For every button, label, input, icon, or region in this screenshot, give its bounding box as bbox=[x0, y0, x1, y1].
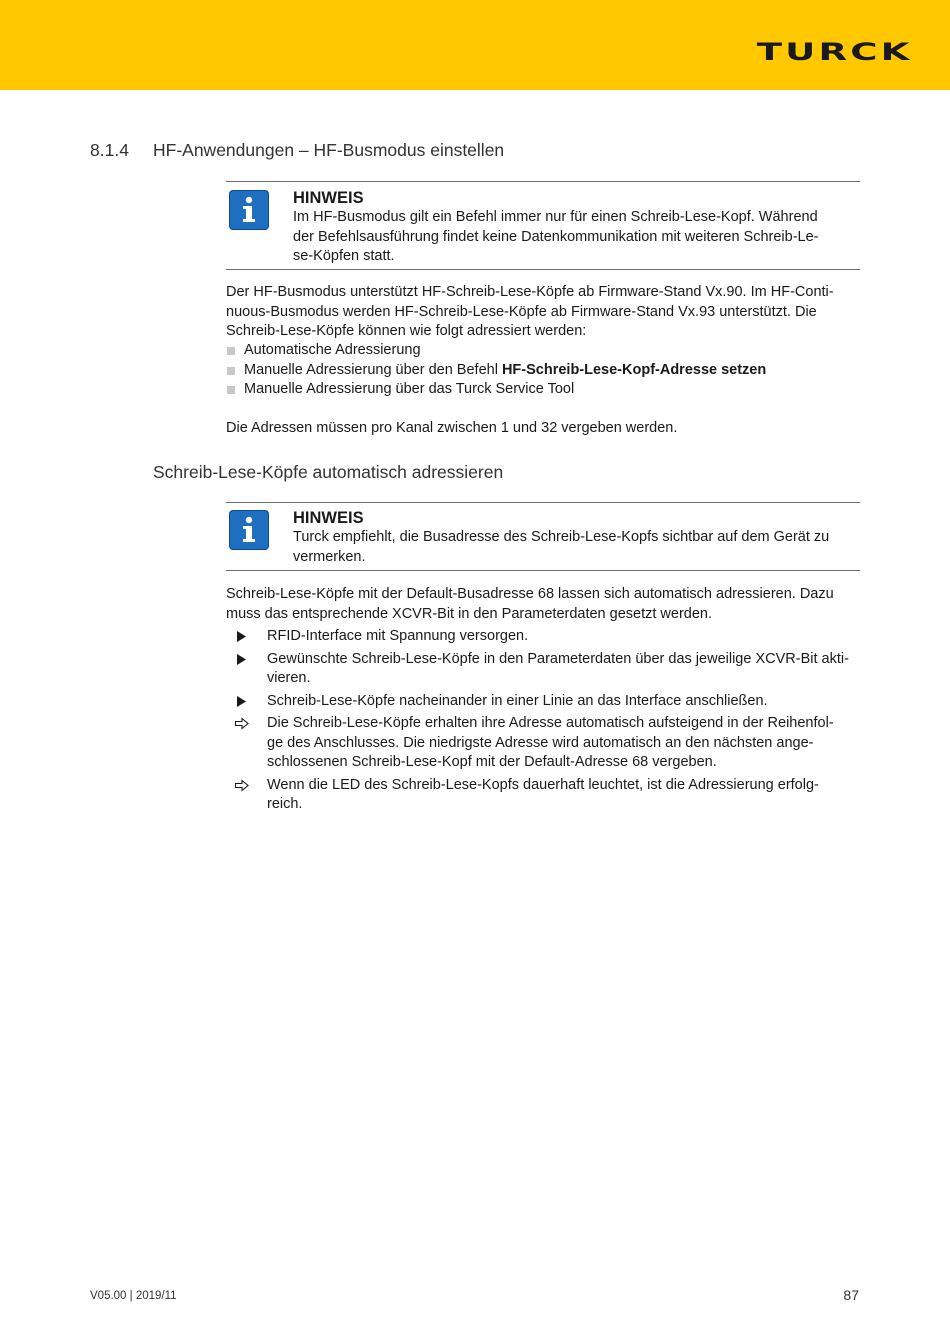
info-icon bbox=[229, 510, 269, 550]
notice-text bbox=[293, 208, 853, 267]
auto-addressing-paragraph bbox=[226, 585, 856, 624]
footer-version: V05.00 | 2019/11 bbox=[90, 1290, 177, 1302]
info-icon bbox=[229, 190, 269, 230]
subsection-title: Schreib-Lese-Köpfe automatisch adressieren bbox=[153, 462, 504, 482]
action-arrow-icon bbox=[234, 692, 250, 711]
action-arrow-icon bbox=[234, 627, 250, 646]
action-arrow-icon bbox=[234, 650, 250, 669]
section-title: HF-Anwendungen – HF-Busmodus einstellen bbox=[153, 140, 505, 160]
instruction-steps bbox=[226, 627, 860, 818]
result-step: Die Schreib-Lese-Köpfe erhalten ihre Adresse automatisch aufsteigend in der Reihenfol- ge des Anschlusses. Die niedrigste Adresse wird automatisch an den nächsten ange- schlossenen Schreib-Lese-Kopf mit der Default-Adresse 68 vergeben. bbox=[226, 714, 860, 773]
command-name: HF-Schreib-Lese-Kopf-Adresse setzen bbox=[501, 361, 767, 378]
result-arrow-icon bbox=[234, 776, 250, 795]
turck-logo: TURCK bbox=[757, 38, 913, 66]
notice-text bbox=[293, 528, 853, 567]
address-range-note: Die Adressen müssen pro Kanal zwischen 1 und 32 vergeben werden. bbox=[226, 420, 678, 436]
page-number: 87 bbox=[843, 1287, 859, 1303]
result-arrow-icon bbox=[234, 714, 250, 733]
bullet-square-icon bbox=[227, 386, 235, 394]
paragraph-line: Der HF-Busmodus unterstützt HF-Schreib-Lese-Köpfe ab Firmware-Stand Vx.90. Im HF-Conti- bbox=[226, 284, 834, 300]
paragraph-line: nuous-Busmodus werden HF-Schreib-Lese-Köpfe ab Firmware-Stand Vx.93 unterstützt. Die bbox=[226, 303, 817, 320]
section-number: 8.1.4 bbox=[90, 140, 129, 160]
intro-paragraph bbox=[226, 283, 856, 342]
notice-line: vermerken. bbox=[293, 548, 366, 565]
notice-line: der Befehlsausführung findet keine Datenkommunikation mit weiteren Schreib-Le- bbox=[293, 228, 819, 245]
paragraph-line: muss das entsprechende XCVR-Bit in den Parameterdaten gesetzt werden. bbox=[226, 605, 713, 622]
action-step: Gewünschte Schreib-Lese-Köpfe in den Parameterdaten über das jeweilige XCVR-Bit akti- vieren. bbox=[226, 650, 860, 689]
addressing-options-list bbox=[226, 341, 856, 400]
notice-box bbox=[226, 181, 860, 270]
notice-box bbox=[226, 502, 860, 571]
paragraph-line: Schreib-Lese-Köpfe mit der Default-Busadresse 68 lassen sich automatisch adressieren. Dazu bbox=[226, 586, 834, 602]
notice-line: Turck empfiehlt, die Busadresse des Schreib-Lese-Kopfs sichtbar auf dem Gerät zu bbox=[293, 529, 830, 545]
bullet-square-icon bbox=[227, 367, 235, 375]
paragraph-line: Schreib-Lese-Köpfe können wie folgt adressiert werden: bbox=[226, 323, 587, 339]
notice-title: HINWEIS bbox=[293, 509, 364, 527]
result-step: Wenn die LED des Schreib-Lese-Kopfs dauerhaft leuchtet, ist die Adressierung erfolg- reich. bbox=[226, 776, 860, 815]
list-item: Manuelle Adressierung über das Turck Service Tool bbox=[226, 380, 856, 400]
bullet-square-icon bbox=[227, 347, 235, 355]
list-item: Automatische Adressierung bbox=[226, 341, 856, 361]
notice-line: Im HF-Busmodus gilt ein Befehl immer nur für einen Schreib-Lese-Kopf. Während bbox=[293, 209, 818, 225]
action-step: RFID-Interface mit Spannung versorgen. bbox=[226, 627, 860, 647]
notice-title: HINWEIS bbox=[293, 189, 364, 207]
list-item: Manuelle Adressierung über den Befehl HF-Schreib-Lese-Kopf-Adresse setzen bbox=[226, 361, 856, 381]
notice-line: se-Köpfen statt. bbox=[293, 248, 395, 264]
action-step: Schreib-Lese-Köpfe nacheinander in einer Linie an das Interface anschließen. bbox=[226, 692, 860, 712]
